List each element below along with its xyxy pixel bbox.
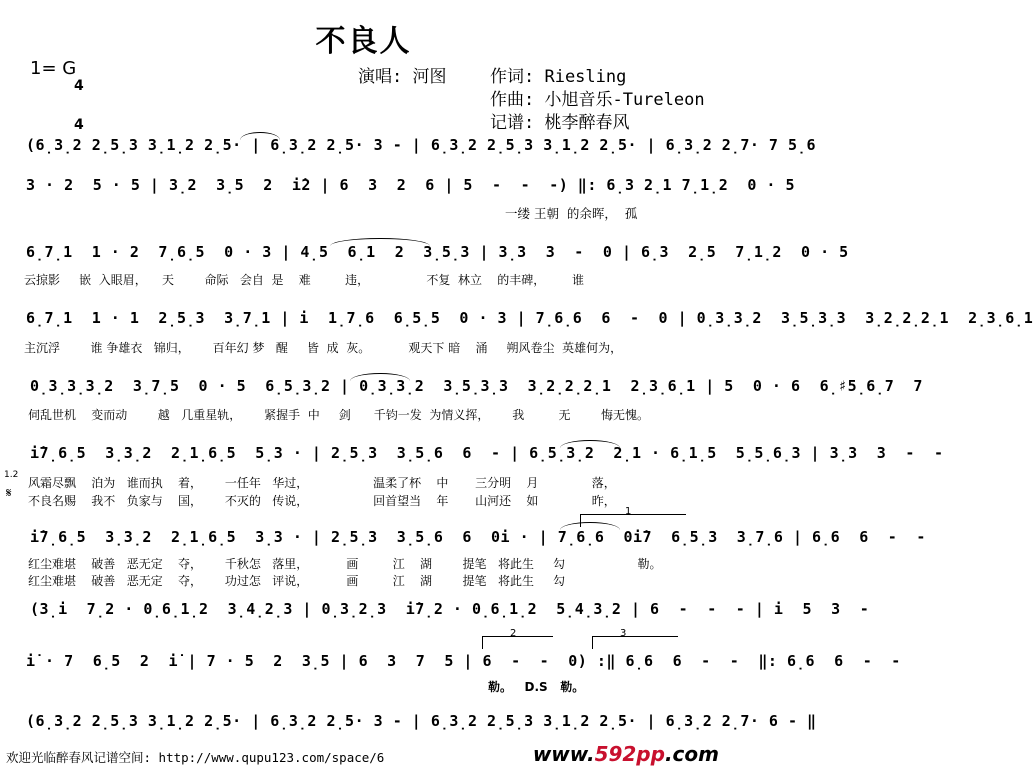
score-row-4: 6̣7̣1 1 · 1 2̣5̣3 3̣7̣1 | i 1̣7̣6 6̣5̣5 0 · 3 | 7̣6̣6 6 - 0 | 0̣3̣3̣2 3̣5̣3̣3 3̣2̣2̣2̣1 2̣3̣6̣1 [26,309,1033,327]
volta-bracket-3 [592,636,678,649]
score-row-5: 0̣3̣3̣3̣2 3̣7̣5 0 · 5 6̣5̣3̣2 | 0̣3̣3̣2 3̣5̣3̣3 3̣2̣2̣2̣1 2̣3̣6̣1 | 5 0 · 6 6̣♯5̣6̣7 7 [30,377,923,395]
lyricist-credit: 作词: Riesling [490,67,627,87]
tie-mark [330,238,430,246]
lyric-row-7a: 红尘难堪 破善 恶无定 夺， 千秋怎 落里， 画 江 湖 提笔 将此生 勾 勒。 [28,557,662,571]
volta-label-3: 3 [620,628,627,639]
lyric-row-7b: 红尘难堪 破善 恶无定 夺， 功过怎 评说， 画 江 湖 提笔 将此生 勾 [28,574,566,588]
score-row-7: i̇7̣6̣5 3̣3̣2 2̣1̣6̣5 3̣3 · | 2̣5̣3 3̣5̣6 6 0i · | 7̣6̣6 0i̇7 6̣5̣3 3̣7̣6 | 6̣6 6 - - [30,528,926,546]
tie-mark [350,373,410,381]
tie-mark [240,132,280,140]
score-row-6: i̇7̣6̣5 3̣3̣2 2̣1̣6̣5 5̣3 · | 2̣5̣3 3̣5̣6 6 - | 6̣5̣3̣2 2̣1 · 6̣1̣5 5̣5̣6̣3 | 3̣3 3 - - [30,444,944,462]
lyric-row-3: 云掠影 嵌 入眼眉， 天 命际 会自 是 难 违， 不复 林立 的丰碑， 谁 [24,273,584,287]
logo-brand: 592pp [594,742,665,766]
singer-credit: 演唱: 河图 [358,67,447,87]
segno-sign: 𝄋 [6,486,12,501]
volta-label-1: 1 [625,506,632,517]
score-row-10: (6̣3̣2 2̣5̣3 3̣1̣2 2̣5· | 6̣3̣2 2̣5· 3 - | 6̣3̣2 2̣5̣3 3̣1̣2 2̣5· | 6̣3̣2 2̣7· 6 - ‖ [26,712,817,730]
tie-mark [560,440,620,448]
time-signature-bottom: 4 [74,117,84,133]
score-row-1: (6̣3̣2 2̣5̣3 3̣1̣2 2̣5· | 6̣3̣2 2̣5· 3 - | 6̣3̣2 2̣5̣3 3̣1̣2 2̣5· | 6̣3̣2 2̣7· 7 5̣6 [26,136,817,154]
verse-marker-12: 1.2 [4,470,19,480]
lyric-row-5: 伺乱世机 变而动 越 几重星轨， 紧握手 中 剑 千钧一发 为情义挥， 我 无 悔无愧。 [28,408,650,422]
logo-suffix: .com [664,742,719,766]
time-signature [74,54,84,145]
site-logo [533,742,719,766]
logo-prefix: www. [532,742,595,766]
score-row-2: 3 · 2 5 · 5 | 3̣2 3̣5 2 i̇2 | 6 3 2 6 | 5 - - -) ‖: 6̣3 2̣1 7̣1̣2 0 · 5 [26,176,795,194]
volta-label-2: 2 [510,628,517,639]
lyric-row-4: 主沉浮 谁 争雄衣 锦归， 百年幻 梦 醒 皆 成 灰。 观天下 暗 涌 朔风卷尘 英雄何为， [24,341,623,355]
lyric-row-6b: 不良名赐 我不 负家与 国， 不灭的 传说， 回首望当 年 山河还 如 昨， [28,494,616,508]
lyric-row-2: 一缕 王朝 的余晖， 孤 [505,206,638,221]
lyric-row-9: 勒。 D.S 勒。 [488,680,585,694]
score-row-9: i̇ · 7 6̣5 2 i̇ | 7 · 5 2 3̣5 | 6 3 7 5 | 6 - - 0) :‖ 6̣6 6 - - ‖: 6̣6 6 - - [26,652,901,670]
footer-text: 欢迎光临醉春风记谱空间: http://www.qupu123.com/space/6 [6,750,385,765]
volta-bracket-2 [482,636,553,649]
song-title: 不良人 [315,24,412,59]
transcriber-credit: 记谱: 桃李醉春风 [490,113,630,133]
time-signature-top: 4 [74,78,84,94]
score-row-3: 6̣7̣1 1 · 2 7̣6̣5 0 · 3 | 4̣5 6̣1 2 3̣5̣3 | 3̣3 3 - 0 | 6̣3 2̣5 7̣1̣2 0 · 5 [26,243,849,261]
lyric-row-6a: 风霜尽飘 泊为 谁而执 着， 一任年 华过， 温柔了杯 中 三分明 月 落， [28,476,616,490]
key-signature: 1= G [30,58,77,79]
score-row-8: (3̣i 7̣2 · 0̣6̣1̣2 3̣4̣2̣3 | 0̣3̣2̣3 i̇7̣2 · 0̣6̣1̣2 5̣4̣3̣2 | 6 - - - | i 5 3 - [30,600,870,618]
composer-credit: 作曲: 小旭音乐-Tureleon [490,90,705,110]
